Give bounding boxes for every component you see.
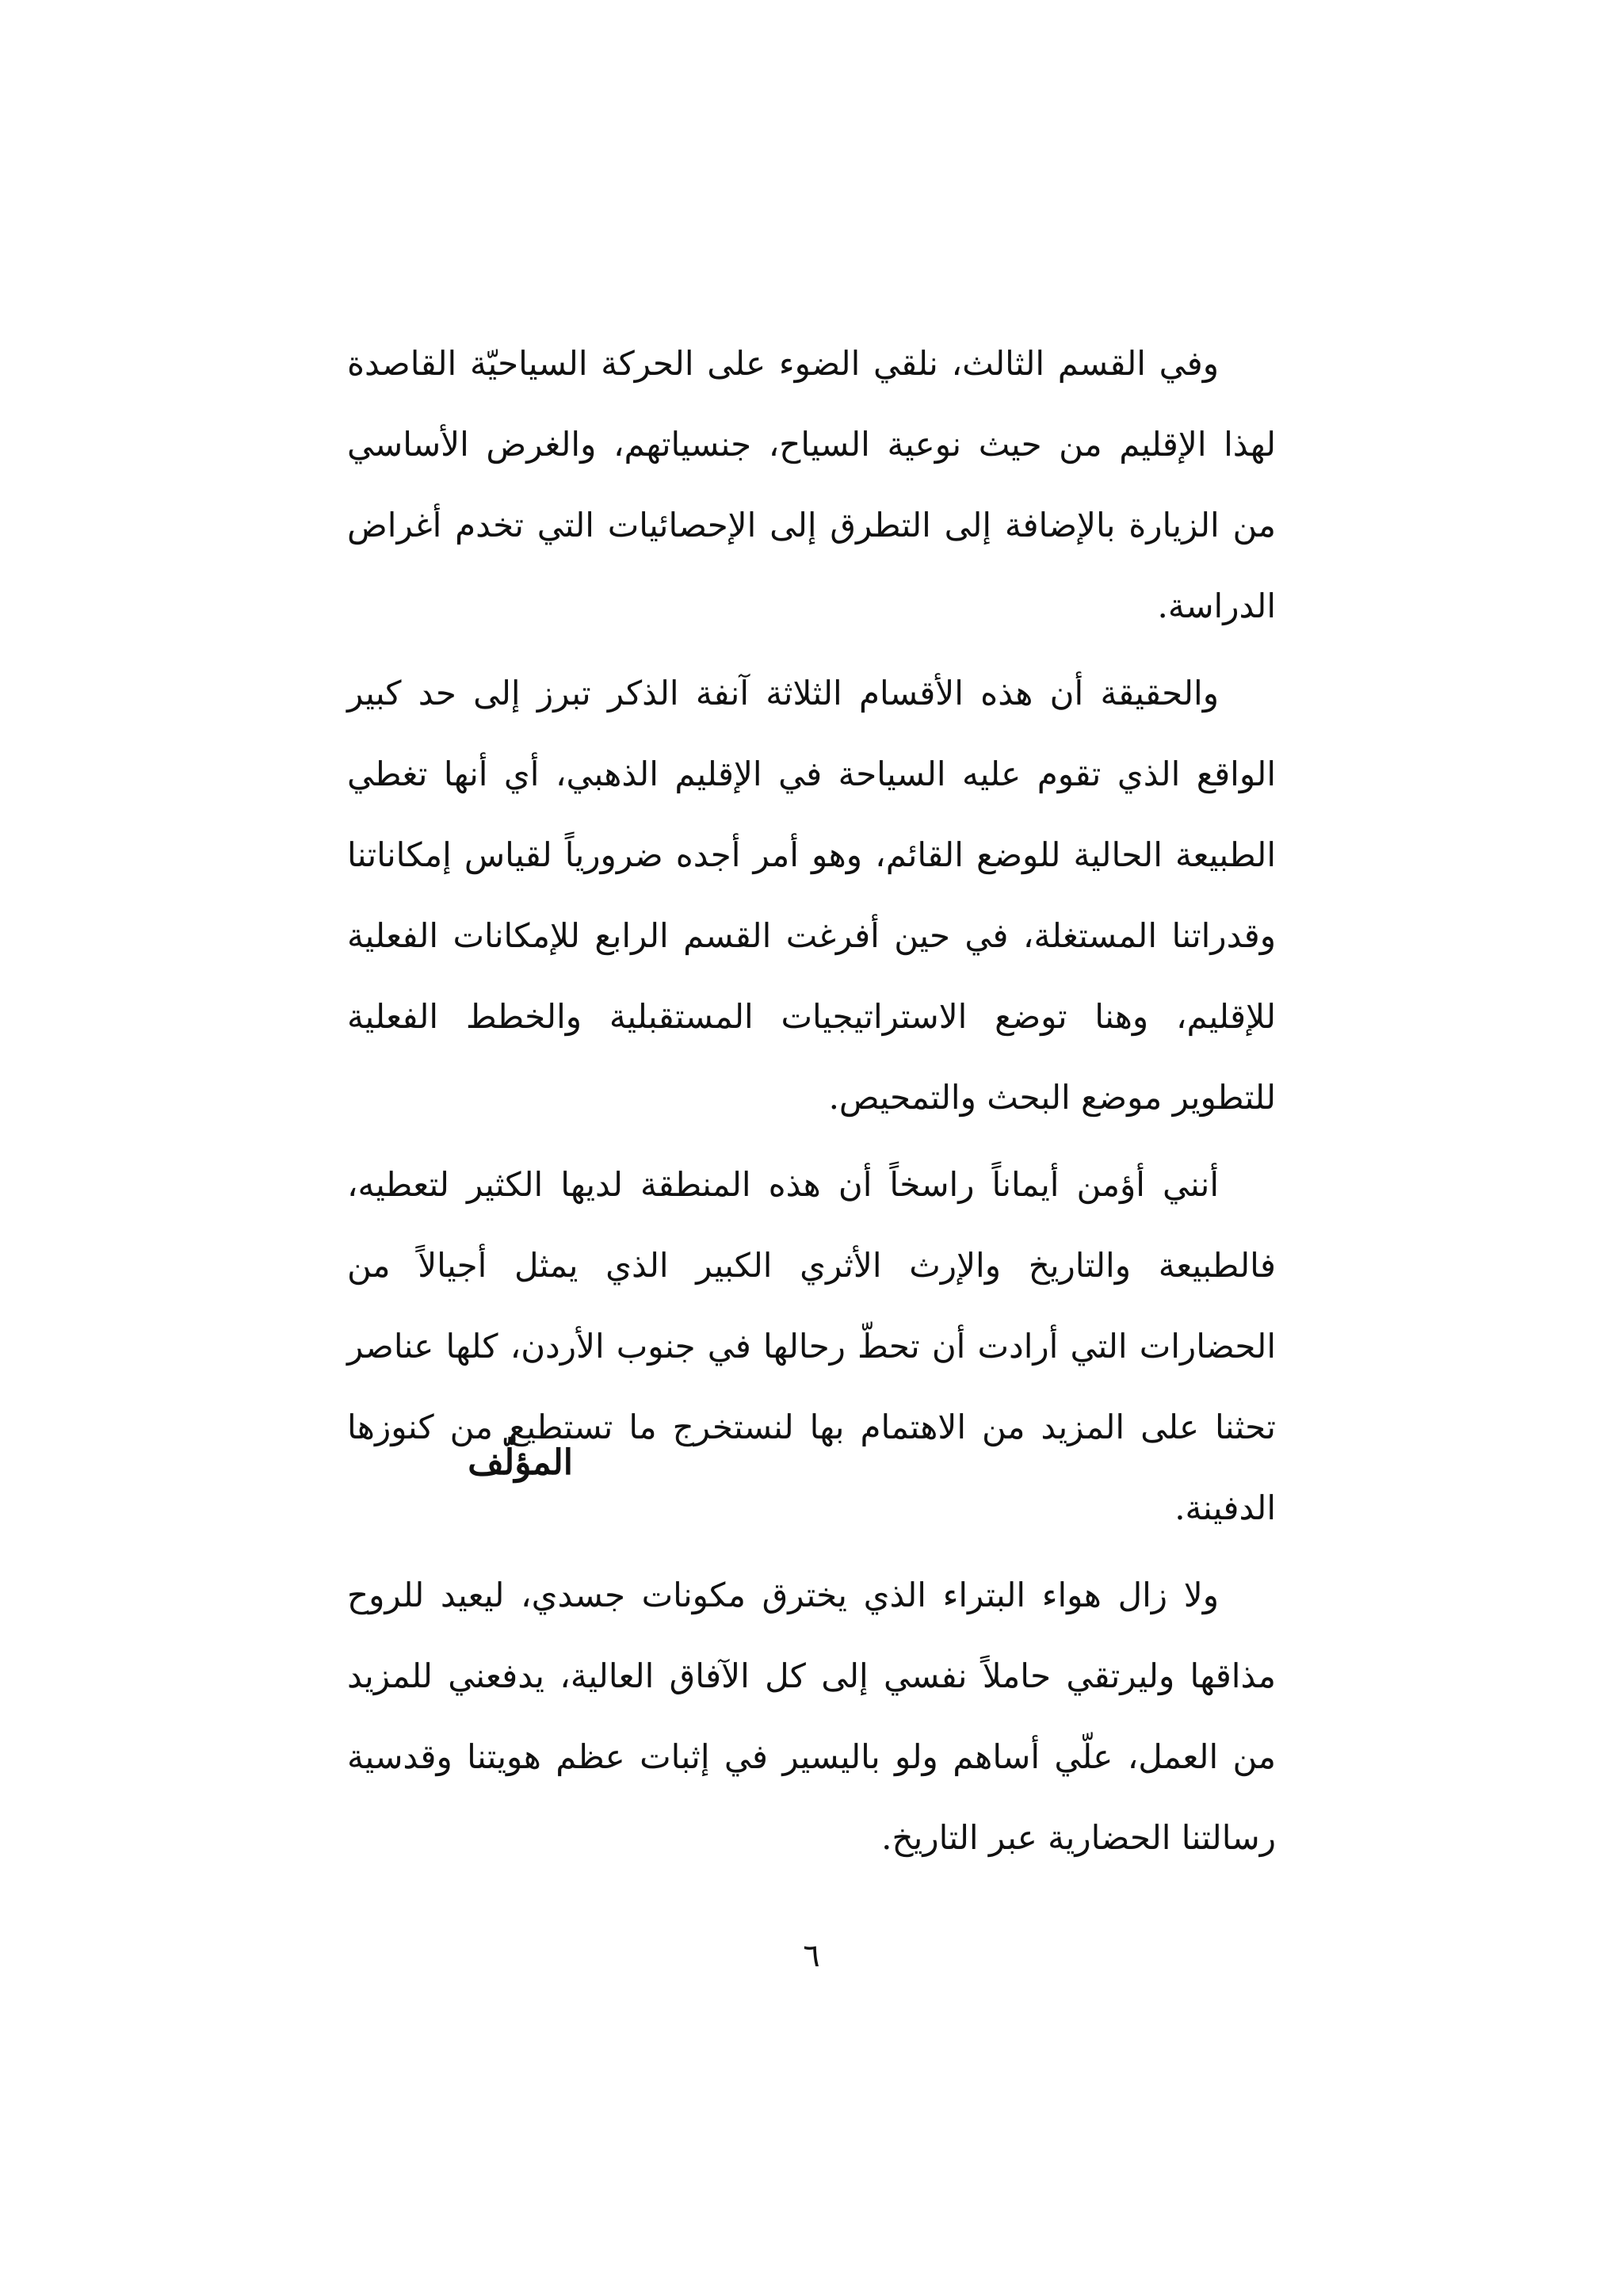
author-signature: المؤلّف <box>468 1442 573 1483</box>
paragraph-third-section: وفي القسم الثالث، نلقي الضوء على الحركة السياحيّة القاصدة لهذا الإقليم من حيث نوعية السياح، جنسياتهم، والغرض الأساسي من الزيارة بالإضافة إلى التطرق إلى الإحصائيات التي تخدم أغراض الدراسة. <box>347 344 1276 625</box>
paragraph-belief: أنني أؤمن أيماناً راسخاً أن هذه المنطقة لديها الكثير لتعطيه، فالطبيعة والتاريخ والإرث الأثري الكبير الذي يمثل أجيالاً من الحضارات التي أرادت أن تحطّ رحالها في جنوب الأردن، كلها عناصر تحثنا على المزيد من الاهتمام بها لنستخرج ما تستطيع من كنوزها الدفينة. <box>347 1165 1276 1527</box>
paragraph-petra: ولا زال هواء البتراء الذي يخترق مكونات جسدي، ليعيد للروح مذاقها وليرتقي حاملاً نفسي إلى كل الآفاق العالية، يدفعني للمزيد من العمل، علّي أساهم ولو باليسير في إثبات عظم هويتنا وقدسية رسالتنا الحضارية عبر التاريخ. <box>347 1576 1276 1857</box>
page-number: ٦ <box>803 1938 820 1974</box>
body-text <box>347 323 1276 1885</box>
paragraph-three-sections: والحقيقة أن هذه الأقسام الثلاثة آنفة الذكر تبرز إلى حد كبير الواقع الذي تقوم عليه السياحة في الإقليم الذهبي، أي أنها تغطي الطبيعة الحالية للوضع القائم، وهو أمر أجده ضرورياً لقياس إمكاناتنا وقدراتنا المستغلة، في حين أفرغت القسم الرابع للإمكانات الفعلية للإقليم، وهنا توضع الاستراتيجيات المستقبلية والخطط الفعلية للتطوير موضع البحث والتمحيص. <box>347 674 1276 1117</box>
